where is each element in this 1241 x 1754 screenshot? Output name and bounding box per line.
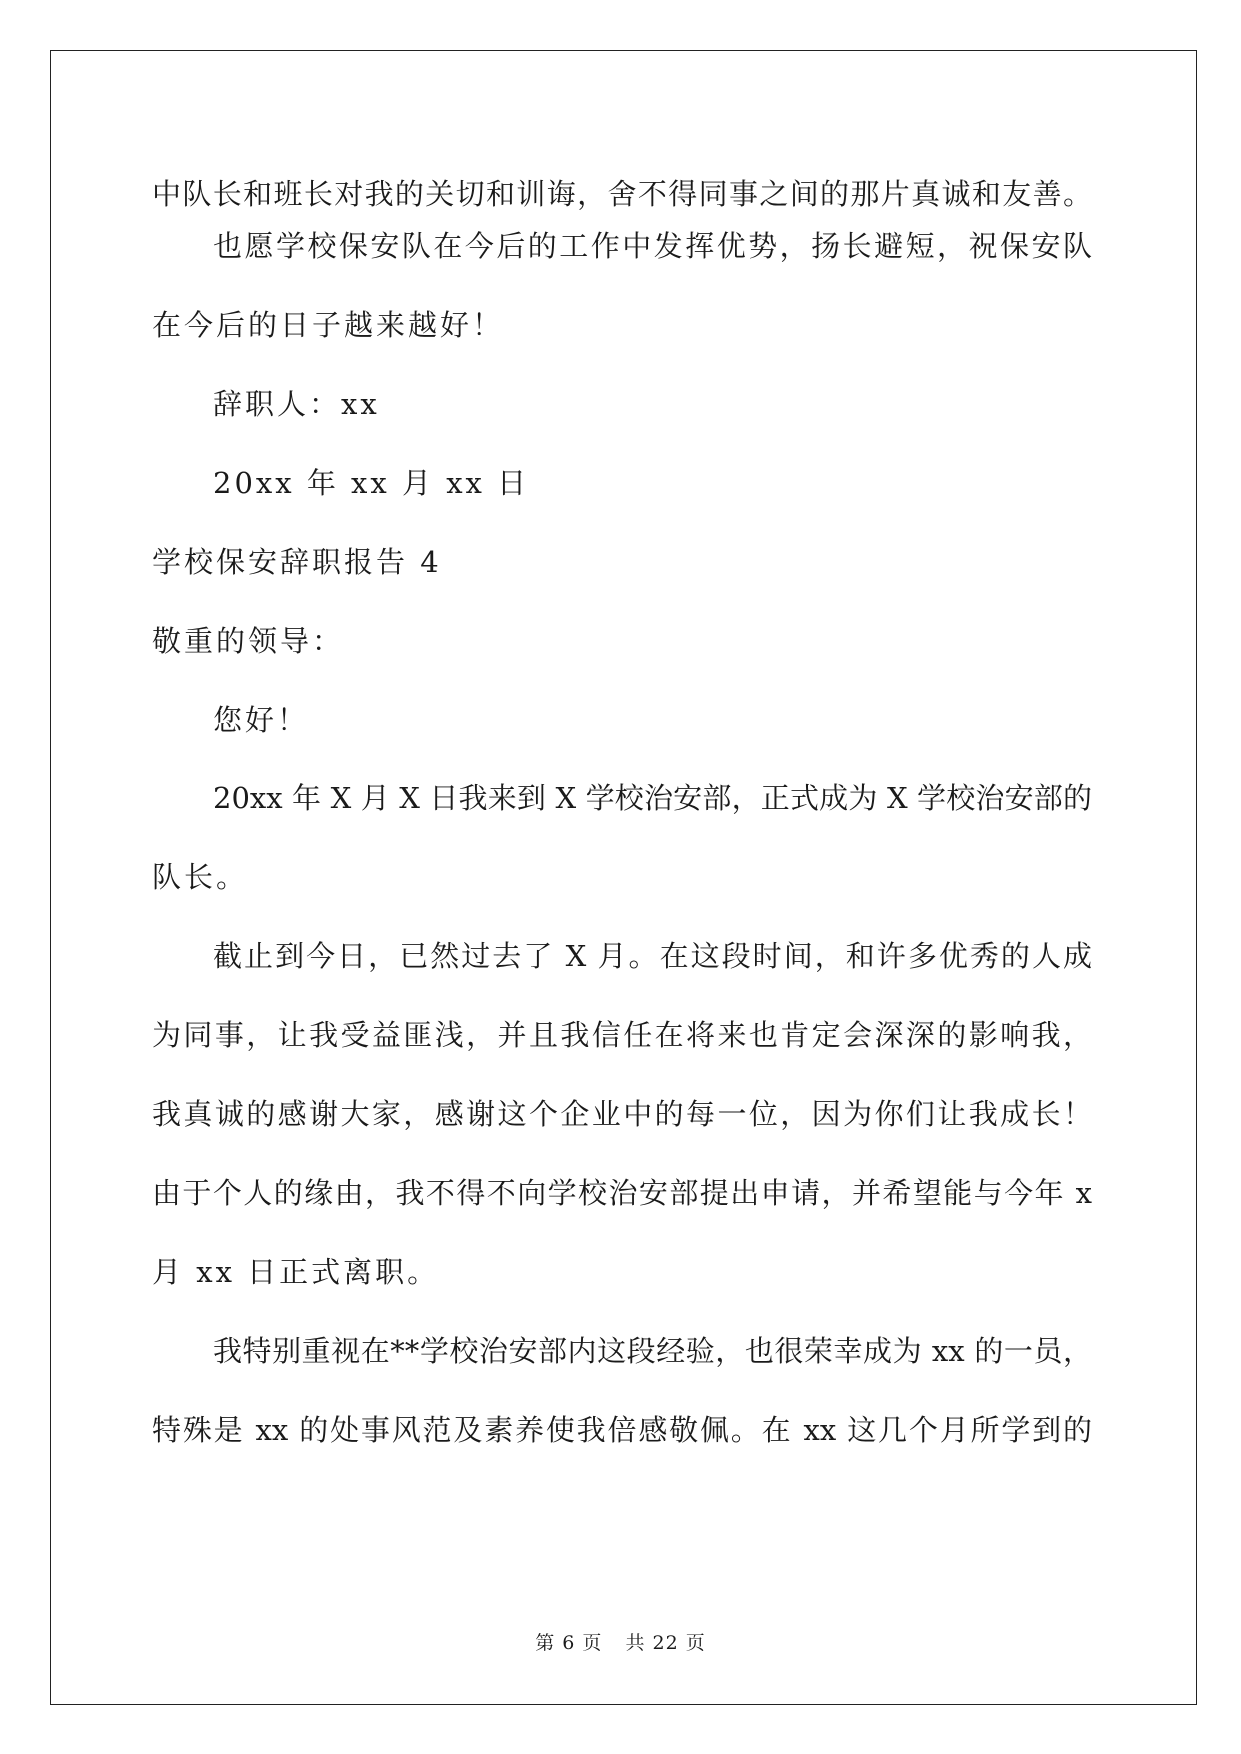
paragraph-line: 月 xx 日正式离职。 (152, 1255, 440, 1289)
paragraph-line: 我真诚的感谢大家，感谢这个企业中的每一位，因为你们让我成长！ (152, 1097, 1092, 1131)
salutation: 敬重的领导： (152, 624, 345, 658)
paragraph-line: 也愿学校保安队在今后的工作中发挥优势，扬长避短，祝保安队 (213, 229, 1092, 263)
paragraph-line: 由于个人的缘由，我不得不向学校治安部提出申请，并希望能与今年 x (152, 1176, 1092, 1210)
paragraph-line: 中队长和班长对我的关切和训诲，舍不得同事之间的那片真诚和友善。 (152, 177, 1092, 211)
signature-line: 辞职人：xx (213, 387, 380, 421)
section-title: 学校保安辞职报告 4 (152, 545, 442, 579)
date-line: 20xx 年 xx 月 xx 日 (213, 466, 530, 500)
paragraph-line: 队长。 (152, 860, 249, 894)
paragraph-line: 特殊是 xx 的处事风范及素养使我倍感敬佩。在 xx 这几个月所学到的 (152, 1413, 1092, 1447)
paragraph-line: 20xx 年 X 月 X 日我来到 X 学校治安部，正式成为 X 学校治安部的 (213, 781, 1092, 815)
greeting: 您好！ (213, 703, 310, 737)
page-number: 第 6 页 (535, 1632, 603, 1654)
paragraph-line: 在今后的日子越来越好！ (152, 308, 505, 342)
page-footer (0, 1628, 1241, 1655)
paragraph-line: 为同事，让我受益匪浅，并且我信任在将来也肯定会深深的影响我， (152, 1018, 1092, 1052)
paragraph-line: 截止到今日，已然过去了 X 月。在这段时间，和许多优秀的人成 (213, 939, 1092, 973)
page-total: 共 22 页 (625, 1632, 706, 1654)
paragraph-line: 我特别重视在**学校治安部内这段经验，也很荣幸成为 xx 的一员， (213, 1334, 1092, 1368)
